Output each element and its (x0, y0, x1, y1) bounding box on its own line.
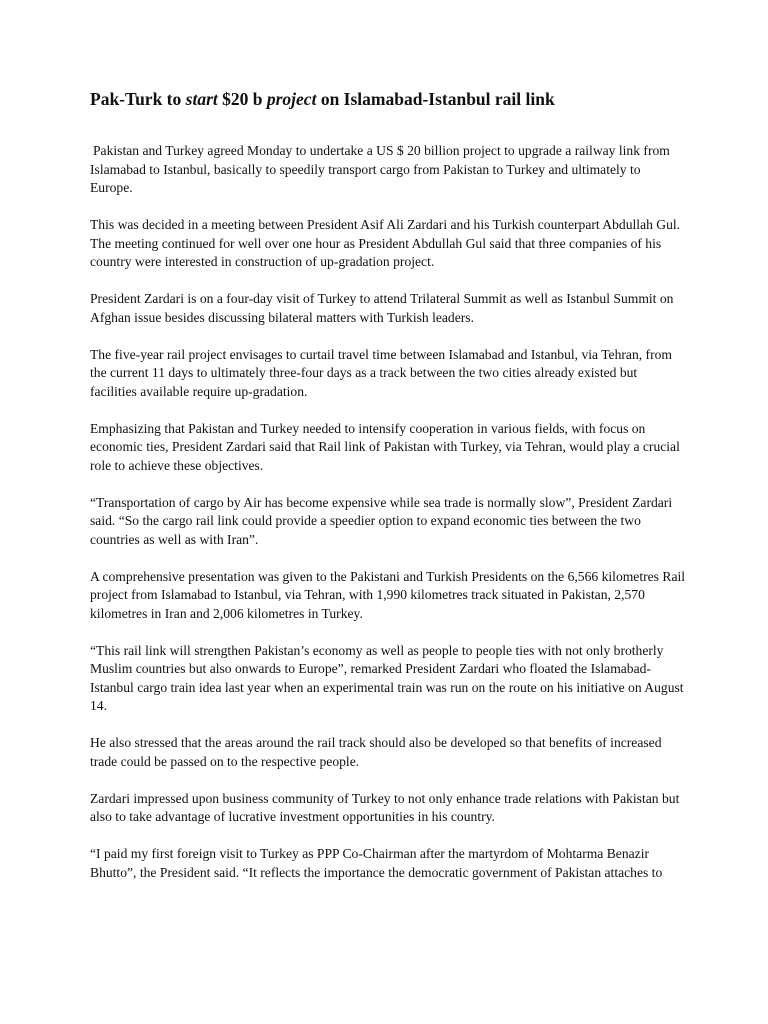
title-emphasis-start: start (185, 89, 218, 109)
title-part: $20 b (217, 89, 267, 109)
title-part: Pak-Turk to (90, 89, 186, 109)
paragraph-11: “I paid my first foreign visit to Turkey as PPP Co-Chairman after the martyrdom of Mohtarma Benazir Bhutto”, the President said. “It reflects the importance the democratic government of Pakistan attaches to (90, 846, 663, 880)
paragraph-10: Zardari impressed upon business community of Turkey to not only enhance trade relations with Pakistan but also to take advantage of lucrative investment opportunities in his country. (90, 790, 680, 824)
document-page (90, 88, 686, 901)
paragraph-7: A comprehensive presentation was given to the Pakistani and Turkish Presidents on the 6,566 kilometres Rail project from Islamabad to Istanbul, via Tehran, with 1,990 kilometres track situated in Pakistan, 2,570 kilometres in Iran and 2,006 kilometres in Turkey. (90, 568, 686, 621)
paragraph-2: This was decided in a meeting between President Asif Ali Zardari and his Turkish counterpart Abdullah Gul. The meeting continued for well over one hour as President Abdullah Gul said that three companies of his country were interested in construction of up-gradation project. (90, 217, 681, 269)
paragraph-4: The five-year rail project envisages to curtail travel time between Islamabad and Istanbul, via Tehran, from the current 11 days to ultimately three-four days as a track between the two cities already existed but facilities available require up-gradation. (90, 346, 672, 399)
paragraph-9: He also stressed that the areas around the rail track should also be developed so that benefits of increased trade could be passed on to the respective people. (90, 735, 662, 769)
paragraph-5: Emphasizing that Pakistan and Turkey needed to intensify cooperation in various fields, with focus on economic ties, President Zardari said that Rail link of Pakistan with Turkey, via Tehran, would play a crucial role to achieve these objectives. (90, 420, 680, 473)
title-emphasis-project: project (266, 89, 317, 109)
title-part: on Islamabad-Istanbul rail link (316, 89, 555, 109)
paragraph-1: Pakistan and Turkey agreed Monday to undertake a US $ 20 billion project to upgrade a railway link from Islamabad to Istanbul, basically to speedily transport cargo from Pakistan to Turkey and ultimately to Europe. (90, 143, 670, 195)
paragraph-3: President Zardari is on a four-day visit of Turkey to attend Trilateral Summit as well as Istanbul Summit on Afghan issue besides discussing bilateral matters with Turkish leaders. (90, 291, 674, 325)
article-title (90, 88, 686, 110)
paragraph-6: “Transportation of cargo by Air has become expensive while sea trade is normally slow”, President Zardari said. “So the cargo rail link could provide a speedier option to expand economic ties between the two countries as well as with Iran”. (90, 494, 673, 547)
paragraph-8: “This rail link will strengthen Pakistan’s economy as well as people to people ties with not only brotherly Muslim countries but also onwards to Europe”, remarked President Zardari who floated the Islamabad-Istanbul cargo train idea last year when an experimental train was run on the route on his initiative on August 14. (90, 642, 684, 713)
